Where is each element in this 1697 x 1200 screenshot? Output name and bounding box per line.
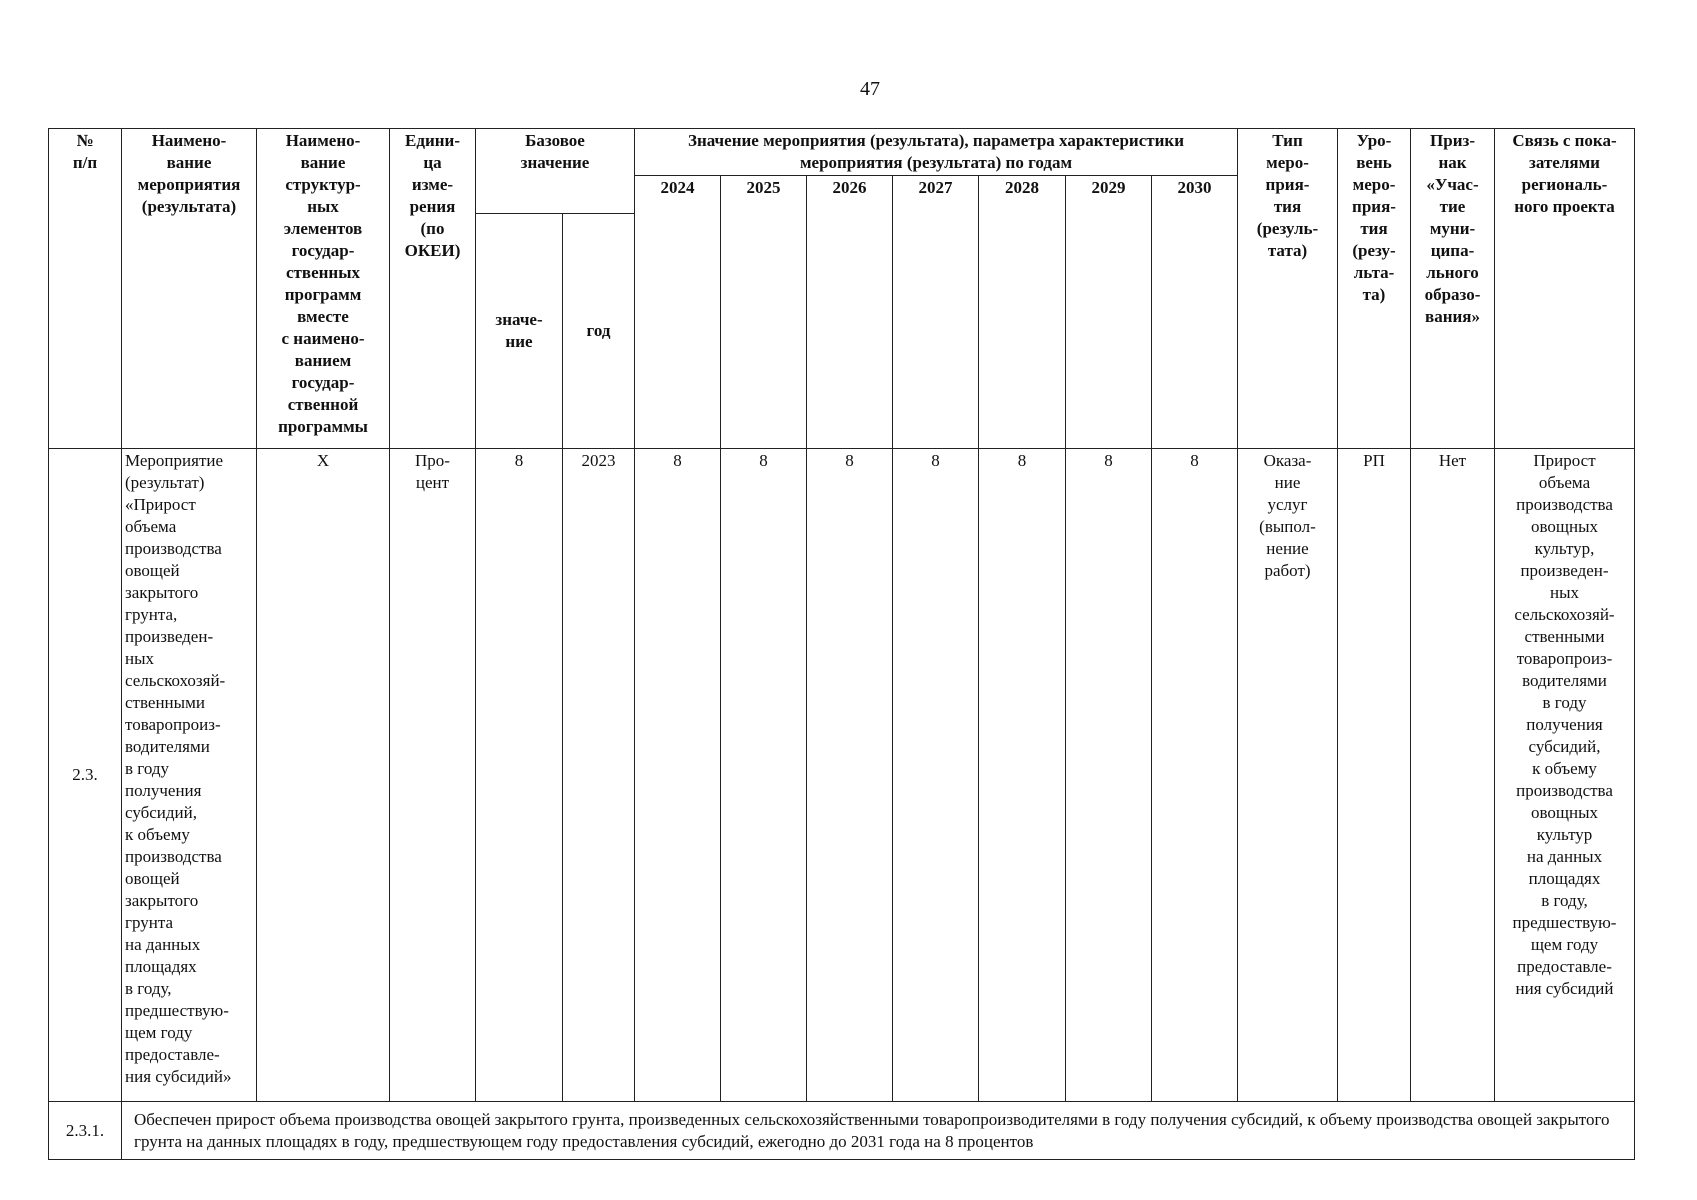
row-value-2030: 8: [1152, 449, 1238, 1102]
row-value-2025: 8: [721, 449, 807, 1102]
row-value-2027: 8: [893, 449, 979, 1102]
header-level: Уро- вень меро- прия- тия (резу- льта- та): [1338, 129, 1411, 449]
row-base-year: 2023: [563, 449, 635, 1102]
year-2026: 2026: [807, 176, 893, 449]
header-base-year: год: [563, 214, 635, 449]
row-structural: Х: [257, 449, 390, 1102]
row-value-2028: 8: [979, 449, 1066, 1102]
year-2027: 2027: [893, 176, 979, 449]
row-base-value: 8: [476, 449, 563, 1102]
header-base-value: значе- ние: [476, 214, 563, 449]
row-value-2029: 8: [1066, 449, 1152, 1102]
header-link: Связь с пока- зателями региональ- ного проекта: [1495, 129, 1635, 449]
year-2030: 2030: [1152, 176, 1238, 449]
header-structural: Наимено- вание структур- ных элементов государ- ственных программ вместе с наимено- ванием государ- ственной программы: [257, 129, 390, 449]
row-value-2024: 8: [635, 449, 721, 1102]
row-municipal: Нет: [1411, 449, 1495, 1102]
header-name: Наимено- вание мероприятия (результата): [122, 129, 257, 449]
header-base: Базовое значение: [476, 129, 635, 214]
year-2024: 2024: [635, 176, 721, 449]
subrow-num: 2.3.1.: [49, 1102, 122, 1160]
row-link: Прирост объема производства овощных культур, произведен- ных сельскохозяй- ственными товаропроиз- водителями в году получения субсидий, к объему производства овощных культур на данных площадях в году, предшествую- щем году предоставле- ния субсидий: [1495, 449, 1635, 1102]
year-2029: 2029: [1066, 176, 1152, 449]
row-name: Мероприятие (результат) «Прирост объема производства овощей закрытого грунта, произведен- ных сельскохозяй- ственными товаропроиз- водителями в году получения субсидий, к объему производства овощей закрытого грунта на данных площадях в году, предшествую- щем году предоставле- ния субсидий»: [122, 449, 257, 1102]
header-unit: Едини- ца изме- рения (по ОКЕИ): [390, 129, 476, 449]
row-type: Оказа- ние услуг (выпол- нение работ): [1238, 449, 1338, 1102]
header-type: Тип меро- прия- тия (резуль- тата): [1238, 129, 1338, 449]
subrow-text: Обеспечен прирост объема производства овощей закрытого грунта, произведенных сельскохозяйственными товаропроизводителями в году получения субсидий, к объему производства овощей закрытого грунта на данных площадях в году, предшествующем году предоставления субсидий, ежегодно до 2031 года на 8 процентов: [122, 1102, 1635, 1160]
year-2025: 2025: [721, 176, 807, 449]
row-level: РП: [1338, 449, 1411, 1102]
page-number: 47: [860, 78, 880, 100]
header-municipal: Приз- нак «Учас- тие муни- ципа- льного образо- вания»: [1411, 129, 1495, 449]
row-num: 2.3.: [49, 449, 122, 1102]
row-value-2026: 8: [807, 449, 893, 1102]
header-num: № п/п: [49, 129, 122, 449]
year-2028: 2028: [979, 176, 1066, 449]
header-values-by-year: Значение мероприятия (результата), параметра характеристики мероприятия (результата) по годам: [635, 129, 1238, 176]
row-unit: Про- цент: [390, 449, 476, 1102]
results-table: [48, 128, 1635, 1160]
